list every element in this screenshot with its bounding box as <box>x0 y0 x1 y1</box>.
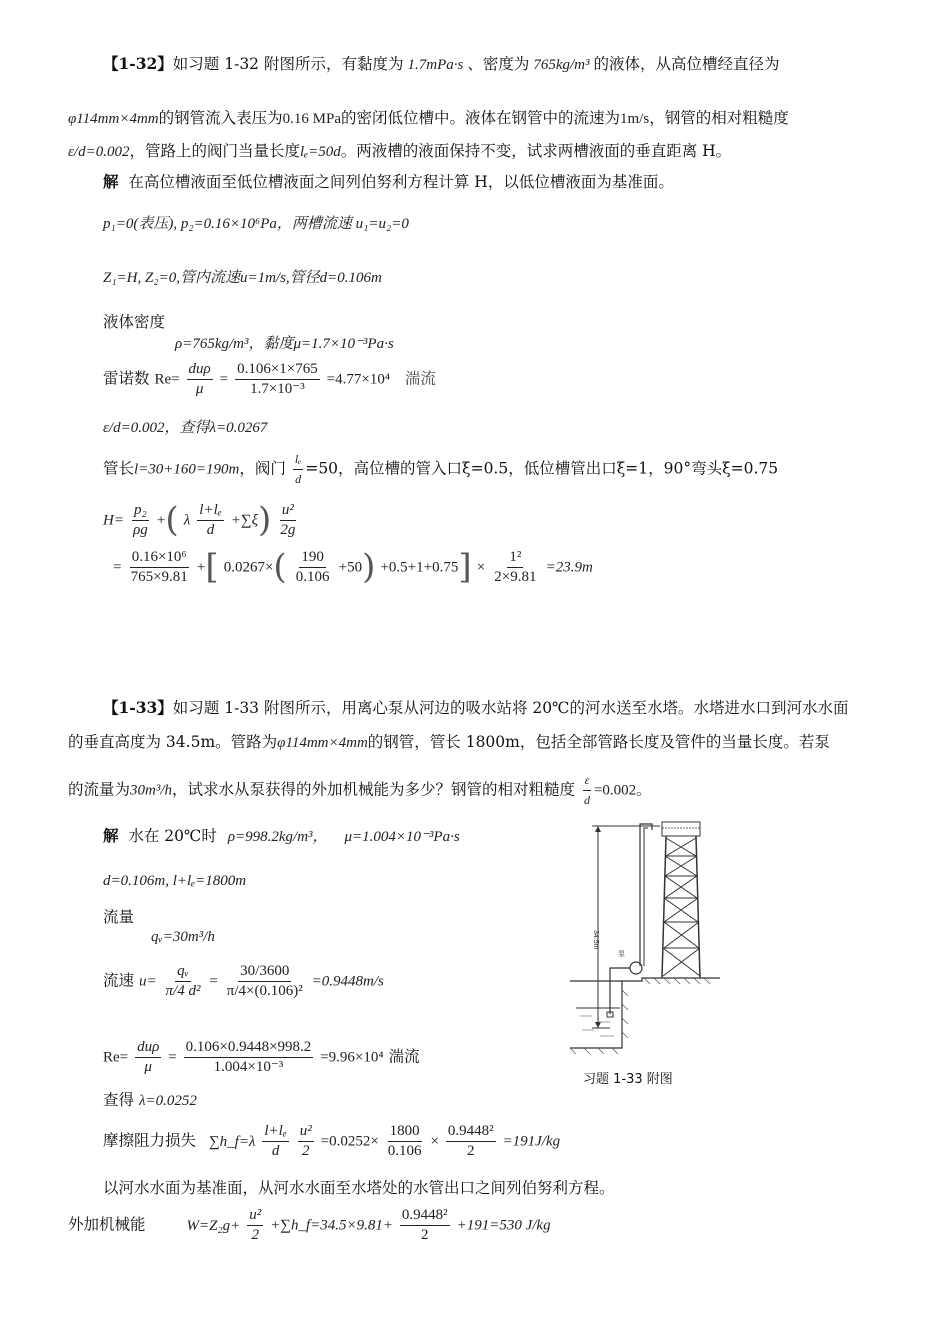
p33-work: 外加机械能 W=Z₂g+ $\frac{\text{u²}}{2}$ +∑h_f=34.5×9.81+ $\frac{\text{0.9448²}}{2}$ +191=530 J/kg <box>68 1207 551 1243</box>
p32-line1: 【1-32】如习题 1-32 附图所示，有黏度为 1.7mPa·s 、密度为 765kg/m³ 的液体，从高位槽经直径为 <box>103 54 780 73</box>
p33-base-text: 以河水水面为基准面，从河水水面至水塔处的水管出口之间列伯努利方程。 <box>103 1179 615 1197</box>
p32-h-formula: H= $\frac{\text{p₂}}{\rho g}$ +( λ $\frac{\text{l+lₑ}}{d}$ +∑ξ) $\frac{\text{u²}}{2g}$ <box>103 500 296 540</box>
pump-icon <box>630 962 642 974</box>
fig-height-label: 34.5m <box>592 930 599 950</box>
figure-1-33 <box>570 818 720 1058</box>
suction-pipe <box>610 968 630 1014</box>
p33-flow: 流量 qᵥ=30m³/h <box>103 908 215 945</box>
p32-eq-height: Z₁=H, Z₂=0,管内流速u=1m/s,管径d=0.106m <box>103 270 382 286</box>
fig-pump-label: 泵 <box>618 951 625 958</box>
p32-line2: φ114mm×4mm的钢管流入表压为0.16 MPa的密闭低位槽中。液体在钢管中的流速为1m/s，钢管的相对粗糙度 <box>68 109 789 127</box>
p32-eq-density: 液体密度 ρ=765kg/m³，黏度μ=1.7×10⁻³Pa·s <box>103 313 394 352</box>
p33-velocity: 流速 u= $\frac{\text{qᵥ}}{\text{π/4 d²}}$ = $\frac{30/3600}{\text{π/4×(0.106)²}}$ =0.9448m/s <box>103 963 384 999</box>
p33-line2: 的垂直高度为 34.5m。管路为φ114mm×4mm的钢管，管长 1800m，包括全部管路长度及管件的当量长度。若泵 <box>68 733 830 751</box>
p33-solution-intro: 解 水在 20℃时 ρ=998.2kg/m³， μ=1.004×10⁻³Pa·s <box>103 826 460 845</box>
ground-line <box>570 978 720 981</box>
p33-line1: 【1-33】如习题 1-33 附图所示，用离心泵从河边的吸水站将 20℃的河水送至水塔。水塔进水口到河水水面 <box>103 698 849 717</box>
p32-reynolds: 雷诺数 Re= $\frac{\text{duρ}}{\mu}$ = $\frac{0.106\times 1\times 765}{\text{1.7×10⁻³}}$ =4.77×10⁴ 湍流 <box>103 361 436 397</box>
p32-eq-pressure: p₁=0(表压), p₂=0.16×10⁶Pa，两槽流速 u₁=u₂=0 <box>103 216 409 232</box>
p32-solution-intro: 解 在高位槽液面至低位槽液面之间列伯努利方程计算 H，以低位槽液面为基准面。 <box>103 172 674 191</box>
water-tank <box>662 822 700 836</box>
p32-tag: 【1-32】 <box>103 54 173 73</box>
delivery-pipe <box>640 824 652 966</box>
p33-eq-d: d=0.106m, l+lₑ=1800m <box>103 873 247 889</box>
p33-reynolds: Re= $\frac{\text{duρ}}{\mu}$ = $\frac{0.106\times 0.9448\times 998.2}{\text{1.004×10⁻³}}$ =9.96×10⁴ 湍流 <box>103 1039 420 1075</box>
tower-leg <box>662 836 666 978</box>
p32-line3: ε/d=0.002，管路上的阀门当量长度lₑ=50d。两液槽的液面保持不变，试求两槽液面的垂直距离 H。 <box>68 142 732 160</box>
fig-caption: 习题 1-33 附图 <box>583 1072 673 1087</box>
p33-line3: 的流量为30m³/h，试求水从泵获得的外加机械能为多少？钢管的相对粗糙度 $\frac{\varepsilon}{d}$ =0.002。 <box>68 773 652 807</box>
p33-tag: 【1-33】 <box>103 698 173 717</box>
p33-lambda: 查得 λ=0.0252 <box>103 1091 197 1109</box>
p32-lambda: ε/d=0.002，查得λ=0.0267 <box>103 420 268 436</box>
p32-h-numeric: = $\frac{\text{0.16×10⁶}}{765\times 9.81}$ +[ 0.0267×( $\frac{190}{0.106}$ +50) +0.5+1+0.75] × $\frac{\text{1²}}{2\times 9.81}$ =23.9m <box>113 547 593 587</box>
p33-friction: 摩擦阻力损失 ∑h_f=λ $\frac{\text{l+lₑ}}{d}$ $\frac{\text{u²}}{2}$ =0.0252× $\frac{1800}{0.106}$ × $\frac{\text{0.9448²}}{2}$ =191J/kg <box>103 1123 561 1159</box>
p32-length: 管长l=30+160=190m，阀门 $\frac{\text{lₑ}}{d}$ =50，高位槽的管入口ξ=0.5，低位槽管出口ξ=1，90°弯头ξ=0.75 <box>103 452 779 486</box>
